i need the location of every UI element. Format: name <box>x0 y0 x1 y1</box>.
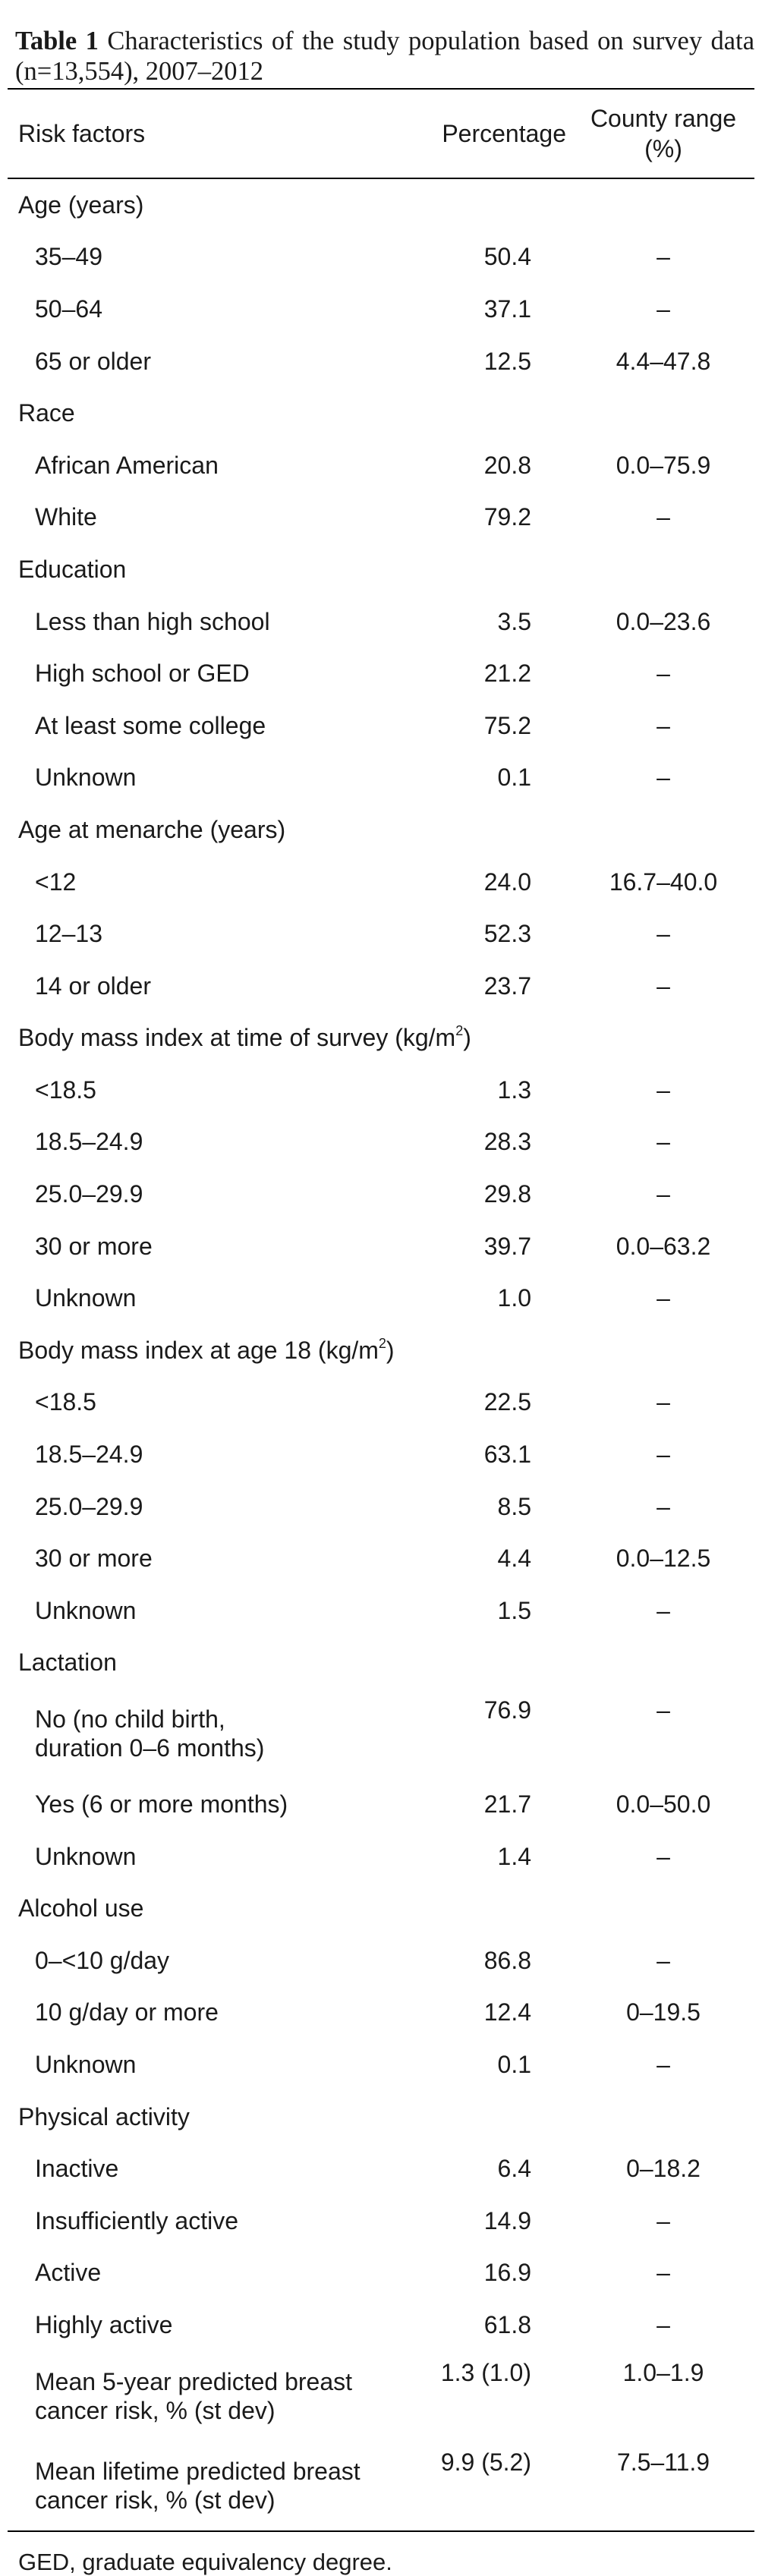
county-range-cell: – <box>657 711 670 739</box>
county-range-cell: – <box>657 1441 670 1469</box>
risk-factor-label: 30 or more <box>35 1545 153 1573</box>
risk-factor-label: 18.5–24.9 <box>35 1441 143 1469</box>
risk-factor-label: <18.5 <box>35 1075 96 1104</box>
percentage-cell: 79.2 <box>483 503 531 531</box>
category-label-text: Body mass index at age 18 (kg/m <box>18 1336 379 1364</box>
table-row <box>8 1987 754 2039</box>
percentage-cell: 0.1 <box>497 2050 531 2078</box>
percentage-cell: 9.9 (5.2) <box>408 2441 572 2531</box>
risk-factor-cell <box>8 752 408 805</box>
percentage-cell: 63.1 <box>483 1441 531 1469</box>
risk-factor-cell <box>8 2143 408 2195</box>
risk-factor-cell <box>8 492 408 544</box>
risk-factor-label: 50–64 <box>35 294 102 323</box>
risk-factor-label-line2: cancer risk, % (st dev) <box>35 2396 276 2424</box>
percentage-cell: 21.7 <box>483 1790 531 1819</box>
county-range-cell: – <box>657 920 670 948</box>
risk-factor-label: 25.0–29.9 <box>35 1180 143 1208</box>
category-label <box>8 1637 754 1690</box>
table-caption <box>8 26 754 88</box>
county-range-cell: 0.0–12.5 <box>616 1545 711 1573</box>
percentage-cell: 86.8 <box>483 1946 531 1974</box>
risk-factor-cell <box>8 1168 408 1220</box>
risk-factor-cell <box>8 439 408 492</box>
risk-factor-label: 0–<10 g/day <box>35 1946 170 1974</box>
percentage-cell: 1.4 <box>497 1842 531 1870</box>
category-row <box>8 1012 754 1065</box>
risk-factor-cell <box>8 960 408 1012</box>
risk-factor-label: <18.5 <box>35 1388 96 1416</box>
category-label-text: Lactation <box>18 1649 117 1677</box>
table-row <box>8 1935 754 1987</box>
county-range-cell: 0–19.5 <box>626 1998 701 2026</box>
table-row <box>8 439 754 492</box>
risk-factor-label: 14 or older <box>35 972 151 1000</box>
percentage-cell: 0.1 <box>497 764 531 792</box>
risk-factor-label: 18.5–24.9 <box>35 1128 143 1156</box>
county-range-cell: – <box>657 1596 670 1624</box>
risk-factor-cell <box>8 1116 408 1169</box>
table-footnote: GED, graduate equivalency degree. <box>18 2548 392 2575</box>
header-county-range <box>572 89 754 178</box>
table-row <box>8 492 754 544</box>
category-label <box>8 543 754 596</box>
county-range-cell: – <box>657 1696 670 1724</box>
percentage-cell: 37.1 <box>483 294 531 323</box>
county-range-cell: – <box>657 243 670 271</box>
risk-factor-cell <box>8 2351 408 2441</box>
county-range-cell: – <box>657 1284 670 1312</box>
header-percentage: Percentage <box>408 89 572 178</box>
header-row <box>8 89 754 178</box>
risk-factor-cell <box>8 1377 408 1429</box>
category-label <box>8 1882 754 1935</box>
county-range-cell: – <box>657 1180 670 1208</box>
table-body <box>8 178 754 2531</box>
county-range-cell: – <box>657 2259 670 2287</box>
county-range-cell: – <box>657 503 670 531</box>
superscript: 2 <box>455 1023 464 1039</box>
county-range-cell: – <box>657 2310 670 2338</box>
table-row <box>8 752 754 805</box>
category-row <box>8 543 754 596</box>
table-row <box>8 700 754 752</box>
category-label <box>8 804 754 856</box>
superscript: 2 <box>378 1335 386 1351</box>
table-row <box>8 1377 754 1429</box>
percentage-cell: 75.2 <box>483 711 531 739</box>
category-label-text: Alcohol use <box>18 1894 144 1923</box>
category-label-text: Education <box>18 555 127 583</box>
table-row <box>8 647 754 700</box>
percentage-cell: 52.3 <box>483 920 531 948</box>
table-row <box>8 1220 754 1273</box>
risk-factor-cell <box>8 283 408 335</box>
risk-factor-cell <box>8 1778 408 1831</box>
county-range-cell: – <box>657 2050 670 2078</box>
table-row <box>8 2441 754 2531</box>
table-row <box>8 1272 754 1324</box>
table-row <box>8 1168 754 1220</box>
table-row <box>8 1689 754 1778</box>
risk-factor-cell <box>8 335 408 388</box>
risk-factor-label: Unknown <box>35 764 137 792</box>
table-row <box>8 2299 754 2351</box>
risk-factor-cell <box>8 2299 408 2351</box>
risk-factor-cell <box>8 1428 408 1481</box>
percentage-cell: 39.7 <box>483 1232 531 1260</box>
risk-factor-label: 25.0–29.9 <box>35 1492 143 1520</box>
risk-factor-cell <box>8 1272 408 1324</box>
risk-factor-label: Insufficiently active <box>35 2206 238 2234</box>
table-label: Table 1 <box>15 27 99 55</box>
risk-factor-label: 35–49 <box>35 243 102 271</box>
county-range-cell: – <box>657 1075 670 1104</box>
category-label <box>8 1324 754 1377</box>
percentage-cell: 28.3 <box>483 1128 531 1156</box>
county-range-cell: – <box>657 1842 670 1870</box>
risk-factor-label: <12 <box>35 868 77 896</box>
category-label-text: Physical activity <box>18 2102 190 2130</box>
risk-factor-label: Less than high school <box>35 607 270 635</box>
risk-factor-label: At least some college <box>35 711 266 739</box>
county-range-cell: 0.0–63.2 <box>616 1232 711 1260</box>
risk-factor-label: African American <box>35 451 219 479</box>
category-label <box>8 1012 754 1065</box>
county-range-cell: – <box>657 1388 670 1416</box>
table-row <box>8 231 754 284</box>
county-range-cell: – <box>657 660 670 688</box>
risk-factor-cell <box>8 1689 408 1778</box>
county-range-cell: 7.5–11.9 <box>572 2441 754 2531</box>
risk-factor-cell <box>8 1585 408 1637</box>
category-row <box>8 1637 754 1690</box>
risk-factor-label: Active <box>35 2259 102 2287</box>
percentage-cell: 8.5 <box>497 1492 531 1520</box>
header-risk-factors: Risk factors <box>8 89 408 178</box>
percentage-cell: 29.8 <box>483 1180 531 1208</box>
category-label <box>8 2091 754 2143</box>
county-range-cell: 0.0–23.6 <box>616 607 711 635</box>
header-county-range-line2: (%) <box>644 135 682 162</box>
risk-factor-label: Inactive <box>35 2155 119 2183</box>
percentage-cell: 22.5 <box>483 1388 531 1416</box>
risk-factor-cell <box>8 1064 408 1116</box>
risk-factor-label-line2: duration 0–6 months) <box>35 1734 265 1762</box>
risk-factor-label: Mean 5-year predicted breast <box>35 2367 352 2395</box>
table-row <box>8 2247 754 2300</box>
county-range-cell: – <box>657 1128 670 1156</box>
county-range-cell: – <box>657 972 670 1000</box>
percentage-cell: 61.8 <box>483 2310 531 2338</box>
county-range-cell: 0.0–50.0 <box>616 1790 711 1819</box>
percentage-cell: 3.5 <box>497 607 531 635</box>
category-row <box>8 1324 754 1377</box>
category-row <box>8 804 754 856</box>
table-container <box>8 26 754 2576</box>
percentage-cell: 24.0 <box>483 868 531 896</box>
table-row <box>8 335 754 388</box>
risk-factor-label: 10 g/day or more <box>35 1998 219 2026</box>
category-row <box>8 1882 754 1935</box>
county-range-cell: – <box>657 1946 670 1974</box>
percentage-cell: 1.5 <box>497 1596 531 1624</box>
risk-factor-label: White <box>35 503 97 531</box>
risk-factor-cell <box>8 700 408 752</box>
county-range-cell: 0.0–75.9 <box>616 451 711 479</box>
percentage-cell: 50.4 <box>483 243 531 271</box>
percentage-cell: 21.2 <box>483 660 531 688</box>
risk-factor-label: Highly active <box>35 2310 173 2338</box>
table-row <box>8 960 754 1012</box>
table-row <box>8 2143 754 2195</box>
risk-factor-label: Unknown <box>35 2050 137 2078</box>
risk-factor-label: 65 or older <box>35 347 151 375</box>
table-row <box>8 1778 754 1831</box>
risk-factor-label: 12–13 <box>35 920 102 948</box>
risk-factor-cell <box>8 1220 408 1273</box>
risk-factor-cell <box>8 1532 408 1585</box>
table-row <box>8 2351 754 2441</box>
risk-factor-cell <box>8 908 408 960</box>
category-label-text: Age at menarche (years) <box>18 815 286 843</box>
county-range-cell: 4.4–47.8 <box>616 347 711 375</box>
county-range-cell: – <box>657 294 670 323</box>
risk-factor-cell <box>8 1935 408 1987</box>
table-row <box>8 2039 754 2091</box>
table-row <box>8 1428 754 1481</box>
risk-factor-cell <box>8 2039 408 2091</box>
percentage-cell: 16.9 <box>483 2259 531 2287</box>
risk-factor-label: Unknown <box>35 1284 137 1312</box>
category-label-suffix: ) <box>386 1336 395 1364</box>
risk-factor-label: 30 or more <box>35 1232 153 1260</box>
table-row <box>8 2195 754 2247</box>
category-label <box>8 178 754 231</box>
percentage-cell: 6.4 <box>497 2155 531 2183</box>
risk-factor-label: No (no child birth, <box>35 1705 225 1734</box>
table-row <box>8 283 754 335</box>
percentage-cell: 4.4 <box>497 1545 531 1573</box>
risk-factor-label: Unknown <box>35 1842 137 1870</box>
risk-factor-cell <box>8 2441 408 2531</box>
table-title: Characteristics of the study population based on survey data (n=13,554), 2007–2012 <box>15 27 755 86</box>
percentage-cell: 12.5 <box>483 347 531 375</box>
table-row <box>8 1116 754 1169</box>
risk-factor-label: High school or GED <box>35 660 250 688</box>
risk-factor-cell <box>8 231 408 284</box>
percentage-cell: 12.4 <box>483 1998 531 2026</box>
percentage-cell: 1.3 (1.0) <box>440 2358 531 2386</box>
category-row <box>8 2091 754 2143</box>
risk-factor-cell <box>8 647 408 700</box>
header-county-range-line1: County range <box>590 105 737 132</box>
risk-factor-cell <box>8 2247 408 2300</box>
risk-factor-cell <box>8 2195 408 2247</box>
table-row <box>8 1532 754 1585</box>
risk-factor-label: Yes (6 or more months) <box>35 1790 288 1819</box>
county-range-cell: – <box>657 1492 670 1520</box>
category-row <box>8 178 754 231</box>
risk-factor-label: Unknown <box>35 1596 137 1624</box>
county-range-cell: – <box>657 2206 670 2234</box>
characteristics-table <box>8 88 754 2532</box>
table-row <box>8 856 754 909</box>
risk-factor-label-line2: cancer risk, % (st dev) <box>35 2486 276 2514</box>
percentage-cell: 1.0 <box>497 1284 531 1312</box>
county-range-cell: 16.7–40.0 <box>609 868 718 896</box>
risk-factor-cell <box>8 856 408 909</box>
category-label-text: Age (years) <box>18 191 144 219</box>
category-label <box>8 387 754 439</box>
risk-factor-cell <box>8 1987 408 2039</box>
county-range-cell: 0–18.2 <box>626 2155 701 2183</box>
percentage-cell: 1.3 <box>497 1075 531 1104</box>
table-row <box>8 1064 754 1116</box>
table-row <box>8 1585 754 1637</box>
category-label-suffix: ) <box>463 1024 471 1052</box>
table-row <box>8 908 754 960</box>
percentage-cell: 76.9 <box>483 1696 531 1724</box>
category-row <box>8 387 754 439</box>
percentage-cell: 14.9 <box>483 2206 531 2234</box>
county-range-cell: – <box>657 764 670 792</box>
risk-factor-cell <box>8 596 408 648</box>
percentage-cell: 23.7 <box>483 972 531 1000</box>
county-range-cell: 1.0–1.9 <box>622 2358 704 2386</box>
risk-factor-label: Mean lifetime predicted breast <box>35 2457 361 2485</box>
percentage-cell: 20.8 <box>483 451 531 479</box>
category-label-text: Body mass index at time of survey (kg/m <box>18 1024 456 1052</box>
table-row <box>8 1831 754 1883</box>
category-label-text: Race <box>18 399 75 427</box>
risk-factor-cell <box>8 1831 408 1883</box>
table-row <box>8 596 754 648</box>
risk-factor-cell <box>8 1481 408 1533</box>
table-row <box>8 1481 754 1533</box>
